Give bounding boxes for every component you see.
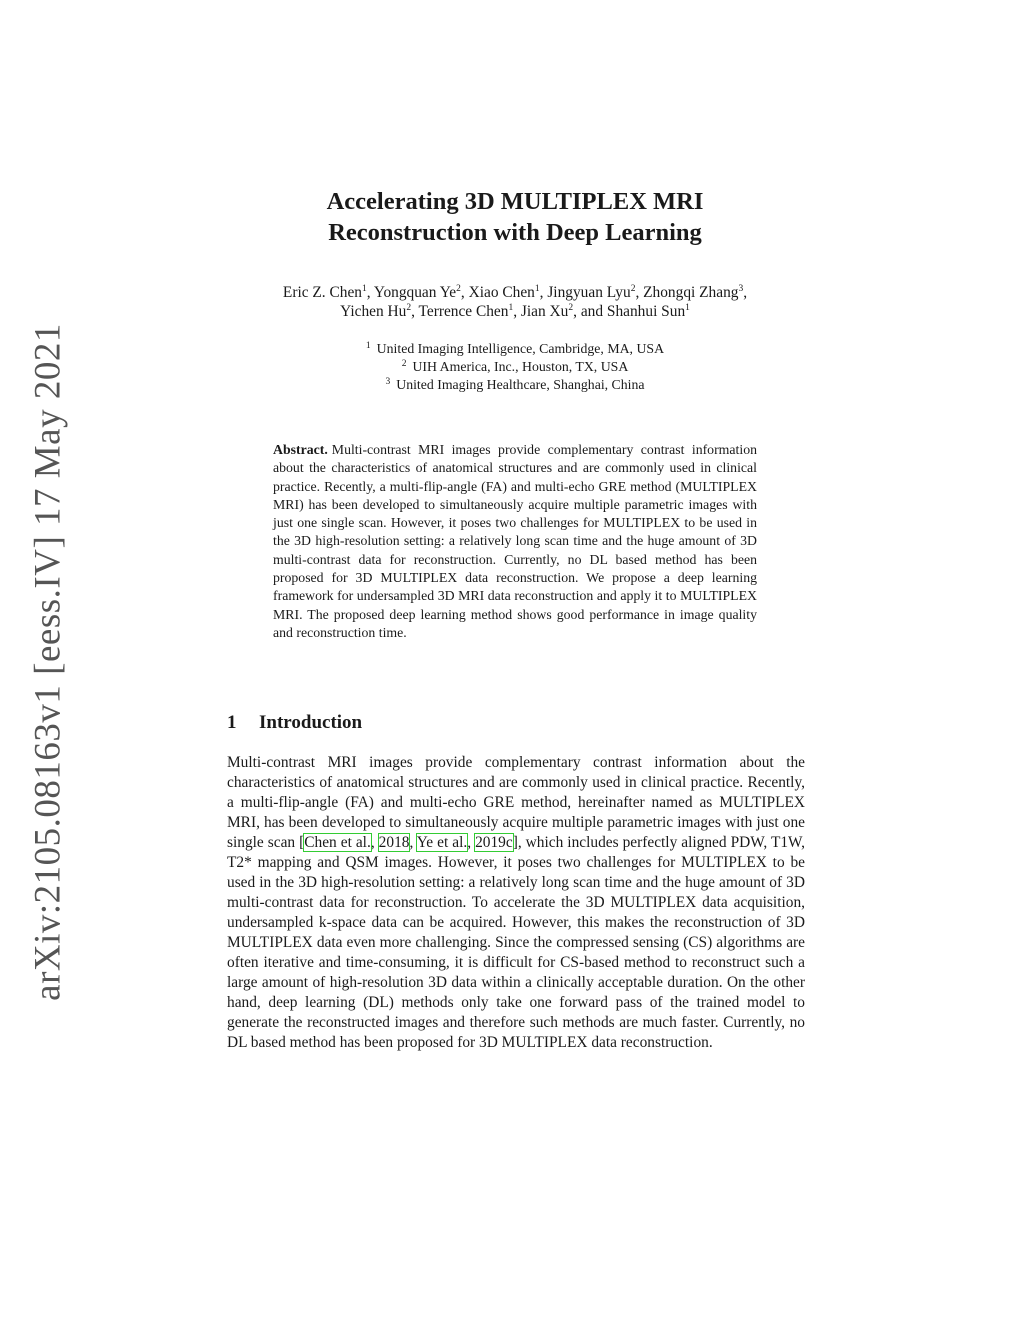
section-title: Introduction — [259, 712, 363, 733]
author-affil-sup: 1 — [534, 284, 540, 294]
title-line-2: Reconstruction with Deep Learning — [328, 219, 702, 246]
author-affil-sup: 2 — [406, 303, 412, 313]
author-name: Zhongqi Zhang — [643, 284, 739, 301]
title-line-1: Accelerating 3D MULTIPLEX MRI — [326, 188, 704, 215]
author-name: Shanhui Sun — [606, 303, 686, 320]
author-affil-sup: 2 — [630, 284, 636, 294]
author-name: Terrence Chen — [418, 303, 509, 320]
section-heading — [227, 711, 362, 735]
author-name: Jingyuan Lyu — [547, 284, 631, 301]
paper-title — [200, 186, 830, 248]
author-name: Jian Xu — [520, 303, 569, 320]
citation-link[interactable]: 2018 — [378, 834, 410, 851]
affiliation-list — [200, 340, 830, 394]
author-affil-sup: 2 — [456, 284, 461, 294]
abstract-text: Multi-contrast MRI images provide complementary contrast information about the characteristics of anatomical structures and are commonly used in clinical practice. Recently, a multi-flip-angle (FA) and multi-echo GRE method (MULTIPLEX MRI) has been developed to simultaneously acquire multiple parametric images with just one single scan. However, it poses two challenges for MULTIPLEX to be used in the 3D high-resolution setting: a relatively long scan time and the huge amount of 3D multi-contrast data for reconstruction. Currently, no DL based method has been proposed for 3D MULTIPLEX data reconstruction. We propose a deep learning framework for undersampled 3D MRI data reconstruction and apply it to MULTIPLEX MRI. The proposed deep learning method shows good performance in image quality and reconstruction time. — [273, 442, 757, 640]
citation-link[interactable]: 2019c — [475, 834, 513, 851]
author-name: Yichen Hu — [340, 303, 407, 320]
author-name: Xiao Chen — [468, 284, 535, 301]
affiliation-item: $^1$ United Imaging Intelligence, Cambridge, MA, USA — [365, 341, 665, 356]
author-affil-sup: 2 — [568, 303, 574, 313]
abstract — [273, 441, 757, 642]
arxiv-identifier: arXiv:2105.08163v1 [eess.IV] 17 May 2021 — [27, 323, 69, 1001]
affiliation-item: $^2$ UIH America, Inc., Houston, TX, USA — [401, 359, 629, 374]
author-name: Yongquan Ye — [373, 284, 457, 301]
author-list — [200, 283, 830, 321]
affiliation-item: $^3$ United Imaging Healthcare, Shanghai, China — [385, 377, 645, 392]
author-line-1: Eric Z. Chen$^1$, Yongquan Ye$^2$, Xiao Chen$^1$, Jingyuan Lyu$^2$, Zhongqi Zhang$^3$, — [282, 284, 748, 301]
section-number: 1 — [227, 712, 237, 733]
abstract-label: Abstract. — [273, 442, 328, 457]
citation-link[interactable]: Chen et al. — [304, 834, 371, 851]
intro-paragraph: Multi-contrast MRI images provide complementary contrast information about the characteristics of anatomical structures and are commonly used in clinical practice. Recently, a multi-flip-angle (FA) and multi-echo GRE method, hereinafter named as MULTIPLEX MRI, has been developed to simultaneously acquire multiple parametric images with just one single scan [Chen et al., 2018, Ye et al., 2019c], which includes perfectly aligned PDW, T1W, T2* mapping and QSM images. However, it poses two challenges for MULTIPLEX to be used in the 3D high-resolution setting: a relatively long scan time and the huge amount of 3D multi-contrast data for reconstruction. To accelerate the 3D MULTIPLEX data acquisition, undersampled k-space data can be acquired. However, this makes the reconstruction of 3D MULTIPLEX data even more challenging. Since the compressed sensing (CS) algorithms are often iterative and time-consuming, it is difficult for CS-based method to reconstruct such a large amount of high-resolution 3D data within a clinically acceptable duration. On the other hand, deep learning (DL) methods only take one forward pass of the trained model to generate the reconstructed images and therefore such methods are much faster. Currently, no DL based method has been proposed for 3D MULTIPLEX data reconstruction. — [227, 754, 805, 1051]
citation-link[interactable]: Ye et al. — [416, 834, 468, 851]
author-affil-sup: 1 — [685, 303, 690, 313]
author-name: Eric Z. Chen — [282, 284, 362, 301]
author-affil-sup: 3 — [738, 284, 744, 294]
author-affil-sup: 1 — [362, 284, 367, 294]
author-affil-sup: 1 — [508, 303, 514, 313]
author-line-2: Yichen Hu$^2$, Terrence Chen$^1$, Jian Xu$^2$, and Shanhui Sun$^1$ — [340, 303, 690, 320]
